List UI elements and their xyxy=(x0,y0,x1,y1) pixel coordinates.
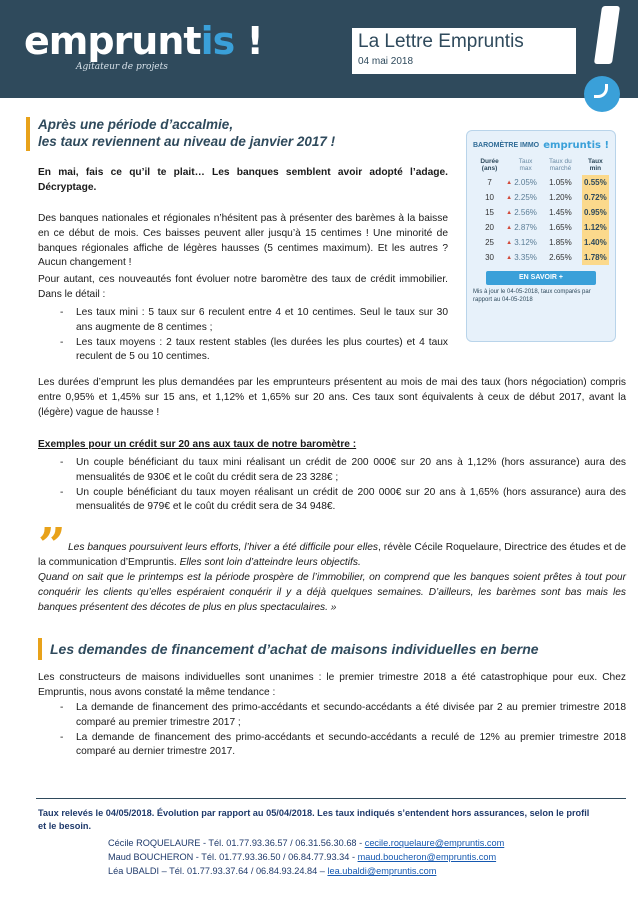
table-row xyxy=(473,175,609,190)
cell-marche: 2.65% xyxy=(549,253,572,263)
cell-marche: 1.45% xyxy=(549,208,572,218)
cell-marche: 1.20% xyxy=(549,193,572,203)
table-row xyxy=(473,205,609,220)
list-item: - Les taux moyens : 2 taux restent stables (les durées les plus courtes) et 4 taux reculent de 5 ou 10 centimes. xyxy=(56,336,448,366)
logo-wordmark: empruntis ! xyxy=(24,19,263,63)
barometer-widget xyxy=(466,130,616,342)
contact-line-boucheron: Maud BOUCHERON - Tél. 01.77.93.36.50 / 06.84.77.93.34 - maud.boucheron@empruntis.com xyxy=(108,852,497,862)
logo-tagline: Agitateur de projets xyxy=(76,62,168,72)
col-header-marche: Taux du marché xyxy=(549,158,572,173)
newsletter-date: 04 mai 2018 xyxy=(358,55,414,67)
email-link-roquelaure[interactable]: cecile.roquelaure@empruntis.com xyxy=(364,838,505,848)
cell-marche: 1.65% xyxy=(549,223,572,233)
table-row xyxy=(473,250,609,265)
heading-accent-bar xyxy=(38,638,42,660)
list-item: - Les taux mini : 5 taux sur 6 reculent entre 4 et 10 centimes. Seul le taux sur 30 ans augmente de 8 centimes ; xyxy=(56,306,448,336)
list-item: - La demande de financement des primo-accédants et secundo-accédants a été divisée par 2 au premier trimestre 2018 comparé au premier trimestre 2017 ; xyxy=(56,701,626,731)
cell-marche: 1.05% xyxy=(549,178,572,188)
cell-duree: 7 xyxy=(487,178,492,188)
barometer-title: BAROMÈTRE IMMO xyxy=(473,141,540,149)
newsletter-title-box xyxy=(352,28,576,74)
cell-duree: 20 xyxy=(485,223,494,233)
email-link-ubaldi[interactable]: lea.ubaldi@empruntis.com xyxy=(327,866,437,876)
up-arrow-icon: ▲ xyxy=(506,194,513,201)
list-item: - Un couple bénéficiant du taux moyen réalisant un crédit de 200 000€ sur 20 ans à 1,65% (hors assurance) aura des mensualités de 979€ et le coût du crédit sera de 34 948€. xyxy=(56,486,626,516)
section2-paragraph-1: Les constructeurs de maisons individuelles sont unanimes : le premier trimestre 2018 a été catastrophique pour eux. Chez Empruntis, nous avons constaté la même tendance : xyxy=(38,672,626,698)
footer-divider xyxy=(36,798,626,799)
header-banner xyxy=(0,0,638,98)
email-link-boucheron[interactable]: maud.boucheron@empruntis.com xyxy=(357,852,497,862)
barometer-table xyxy=(473,158,609,265)
section1-heading xyxy=(26,117,335,151)
section1-paragraph-2: Pour autant, ces nouveautés font évoluer notre baromètre des taux de crédit immobilier. Dans le détail : xyxy=(38,274,448,300)
cell-max: 3.35% xyxy=(514,253,537,263)
section2-title: Les demandes de financement d’achat de maisons individuelles en berne xyxy=(50,641,539,657)
newsletter-title: La Lettre Empruntis xyxy=(358,31,524,52)
cell-duree: 25 xyxy=(485,238,494,248)
quote-block: Les banques poursuivent leurs efforts, l’hiver a été difficile pour elles, révèle Cécile Roquelaure, Directrice des études et de la communication d’Empruntis. Elles sont loin d’atteindre leurs objectifs. xyxy=(38,542,626,568)
cell-max: 3.12% xyxy=(514,238,537,248)
section2-heading xyxy=(38,638,539,660)
up-arrow-icon: ▲ xyxy=(506,254,513,261)
section1-intro: En mai, fais ce qu’il te plait… Les banques semblent avoir adopté l’adage. Décryptage. xyxy=(38,167,448,193)
quote-paragraph-2: Quand on sait que le printemps est la période prospère de l’immobilier, on comprend que les banques soient prêtes à tout pour conquérir les clients qu’elles espéraient conquérir il y a déjà quelques semaines. D’ailleurs, les barèmes sont bas mais les banques présentent des décotes de plus en plus spectaculaires. » xyxy=(38,572,626,613)
footer-disclaimer: Taux relevés le 04/05/2018. Évolution par rapport au 05/04/2018. Les taux indiqués s’entendent hors assurances, selon le profil et le besoin. xyxy=(38,808,590,831)
examples-list xyxy=(56,456,626,515)
table-row xyxy=(473,235,609,250)
cell-min: 0.95% xyxy=(582,205,609,220)
cell-marche: 1.85% xyxy=(549,238,572,248)
barometer-logo: empruntis ! xyxy=(543,139,609,151)
up-arrow-icon: ▲ xyxy=(506,179,513,186)
list-item: - Un couple bénéficiant du taux mini réalisant un crédit de 200 000€ sur 20 ans à 1,12% (hors assurance) aura des mensualités de 930€ et le coût du crédit sera de 23 328€ ; xyxy=(56,456,626,486)
cell-duree: 30 xyxy=(485,253,494,263)
table-row xyxy=(473,190,609,205)
cell-min: 1.40% xyxy=(582,235,609,250)
list-item: - La demande de financement des primo-accédants et secundo-accédants a reculé de 12% au premier trimestre 2018 comparé au dernier trimestre 2017. xyxy=(56,731,626,761)
table-row xyxy=(473,220,609,235)
contact-line-roquelaure: Cécile ROQUELAURE - Tél. 01.77.93.36.57 / 06.31.56.30.68 - cecile.roquelaure@empruntis.com xyxy=(108,838,505,848)
exclamation-bar-icon xyxy=(594,6,620,64)
section1-bullet-list xyxy=(56,306,448,365)
cell-duree: 10 xyxy=(485,193,494,203)
cell-min: 0.72% xyxy=(582,190,609,205)
col-header-max: Taux max xyxy=(518,158,533,173)
section1-title-line2: les taux reviennent au niveau de janvier 2017 ! xyxy=(38,133,336,149)
cell-max: 2.25% xyxy=(514,193,537,203)
cell-duree: 15 xyxy=(485,208,494,218)
cell-max: 2.05% xyxy=(514,178,537,188)
up-arrow-icon: ▲ xyxy=(506,239,513,246)
up-arrow-icon: ▲ xyxy=(506,224,513,231)
contact-line-ubaldi: Léa UBALDI – Tél. 01.77.93.37.64 / 06.84.93.24.84 – lea.ubaldi@empruntis.com xyxy=(108,866,437,876)
cell-max: 2.56% xyxy=(514,208,537,218)
section2-bullet-list xyxy=(56,701,626,760)
section1-paragraph-1: Des banques nationales et régionales n’hésitent pas à présenter des barèmes à la baisse en ce début de mois. Ces baisses peuvent aller jusqu’à 15 centimes ! Une minorité de banques régionales affiche de légères hausses (5 centimes maximum). Et les autres ? Aucun changement ! xyxy=(38,213,448,269)
col-header-min: Taux min xyxy=(588,158,603,173)
barometer-update-note: Mis à jour le 04-05-2018, taux comparés par rapport au 04-05-2018 xyxy=(473,289,591,304)
cell-min: 1.78% xyxy=(582,250,609,265)
quote-mark-icon: ” xyxy=(38,518,66,574)
section1-title-line1: Après une période d’accalmie, xyxy=(38,117,234,132)
up-arrow-icon: ▲ xyxy=(506,209,513,216)
empruntis-logo[interactable] xyxy=(24,19,263,72)
heading-accent-bar xyxy=(26,117,30,151)
cell-min: 0.55% xyxy=(582,175,609,190)
en-savoir-plus-button[interactable]: EN SAVOIR + xyxy=(486,271,596,285)
col-header-duree: Durée (ans) xyxy=(480,158,499,173)
examples-title: Exemples pour un crédit sur 20 ans aux taux de notre baromètre : xyxy=(38,439,357,450)
cell-max: 2.87% xyxy=(514,223,537,233)
section1-paragraph-3: Les durées d’emprunt les plus demandées par les emprunteurs présentent au mois de mai des taux (hors négociation) compris entre 0,95% et 1,45% sur 15 ans, et 1,12% et 1,65% sur 20 ans. Ces taux sont équivalents à ceux de début 2017, avant la (légère) vague de hausse ! xyxy=(38,377,626,418)
cell-min: 1.12% xyxy=(582,220,609,235)
